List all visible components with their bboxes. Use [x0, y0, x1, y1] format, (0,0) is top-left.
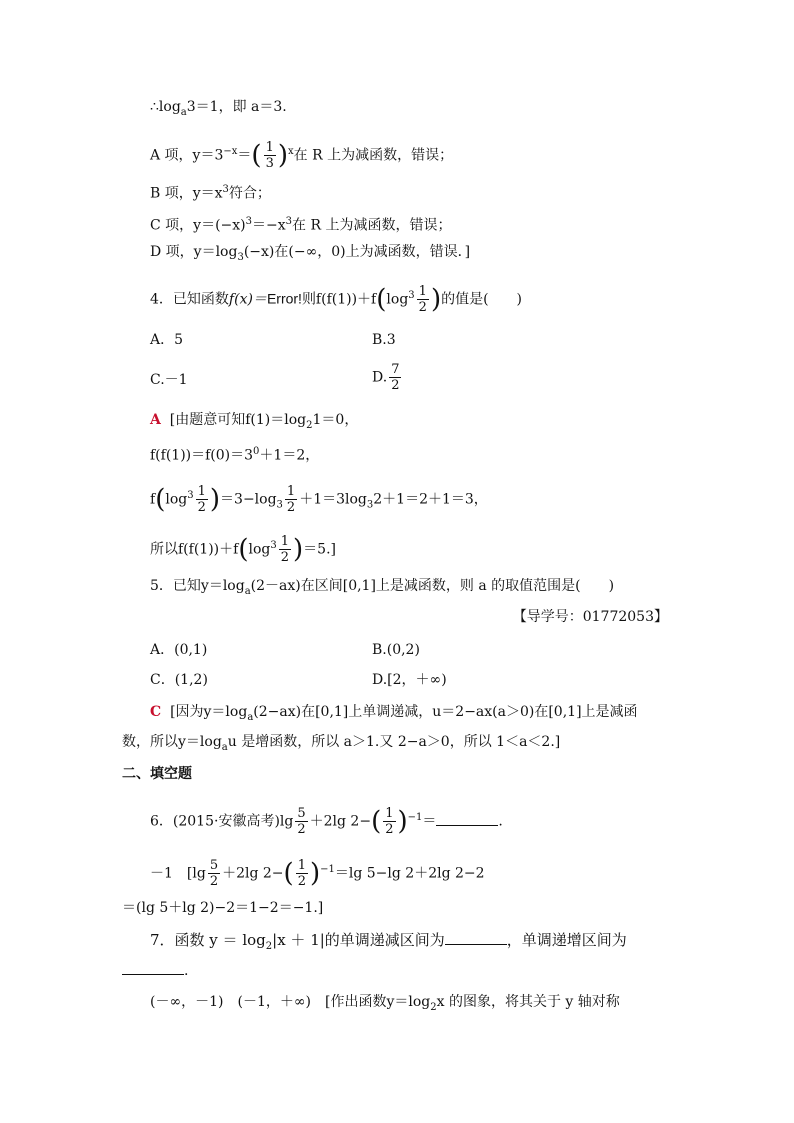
q5-option-c: C．(1,2)	[150, 672, 208, 688]
q7-blank-decreasing	[445, 930, 507, 945]
answer-4-line-3: $f(\log^3$ $\frac{1}{2}$ )$=3-\log_3$ $\frac{1}{2}$ $+1=3\log_32+1=2+1=3$，	[150, 484, 488, 515]
option-a-analysis: A 项，$y=3^{-x}=$( $\frac{1}{3}$ )$^x$在 R 上为减函数，错误；	[150, 140, 454, 171]
q7-blank-increasing	[122, 960, 184, 975]
answer-6-line-1: －1 [lg $\frac{5}{2}$ ＋2lg 2−( $\frac{1}{2}$ )$^{-1}$＝lg 5−lg 2＋2lg 2−2	[150, 858, 485, 889]
answer-5-line-1: C [因为$y=\log_a(2-ax)$在[0,1]上单调递减，u＝2−ax(a＞0)在[0,1]上是减函	[150, 704, 638, 723]
answer-6-line-2: ＝(lg 5＋lg 2)−2＝1−2＝−1.]	[122, 900, 324, 916]
q5-option-d: D.[2，＋∞)	[372, 672, 447, 688]
q4-option-d: D. $\frac{7}{2}$	[372, 362, 400, 393]
answer-4-letter: A	[150, 412, 161, 428]
solution-line-1: $\therefore\log_a3=1$，即 a＝3.	[150, 99, 287, 118]
question-6: 6．(2015·安徽高考)lg $\frac{5}{2}$ ＋2lg 2−( $\frac{1}{2}$ )$^{-1}$＝ .	[150, 806, 503, 837]
guide-number: 【导学号：01772053】	[512, 609, 668, 625]
option-c-analysis: C 项，$y=(-x)^3=-x^3$在 R 上为减函数，错误；	[150, 216, 452, 234]
question-7-line-1: 7．函数 $y = \log_2|x + 1|$的单调递减区间为 ，单调递增区间为	[150, 931, 627, 952]
question-7-line-2: .	[122, 960, 188, 981]
answer-4-line-1: A [由题意可知$f(1)=\log_21=0$，	[150, 412, 359, 431]
question-4: 4．已知函数f(x)＝Error!则$f(f(1))+f(\log^3$ $\frac{1}{2}$ )的值是( )	[150, 284, 523, 315]
q5-option-b: B.(0,2)	[372, 642, 420, 658]
section-title-fill-in: 二、填空题	[122, 766, 192, 782]
option-b-analysis: B 项，$y=x^3$符合；	[150, 184, 271, 202]
answer-4-line-2: $f(f(1))=f(0)=3^0+1=2$，	[150, 446, 320, 464]
answer-5-line-2: 数，所以$y=\log_au$ 是增函数，所以 a＞1.又 2−a＞0，所以 1＜a＜2.]	[122, 734, 561, 753]
q5-option-a: A．(0,1)	[150, 642, 208, 658]
q4-option-a: A．5	[150, 332, 184, 348]
answer-5-letter: C	[150, 704, 162, 720]
option-d-analysis: D 项，$y=\log_3(-x)$在(−∞，0)上为减函数，错误．]	[150, 244, 471, 263]
q4-option-b: B.3	[372, 332, 396, 348]
answer-7-line-1: (－∞，－1) (－1，＋∞) [作出函数$y=\log_2x$ 的图象，将其关于 y 轴对称	[150, 994, 620, 1013]
question-5: 5．已知$y=\log_a(2-ax)$在区间[0,1]上是减函数，则 a 的取值范围是( )	[150, 578, 615, 597]
q6-answer-blank	[436, 811, 498, 826]
q4-option-c: C.－1	[150, 372, 188, 388]
answer-4-line-4: 所以$f(f(1))+f(\log^3$ $\frac{1}{2}$ )＝5.]	[150, 534, 336, 565]
